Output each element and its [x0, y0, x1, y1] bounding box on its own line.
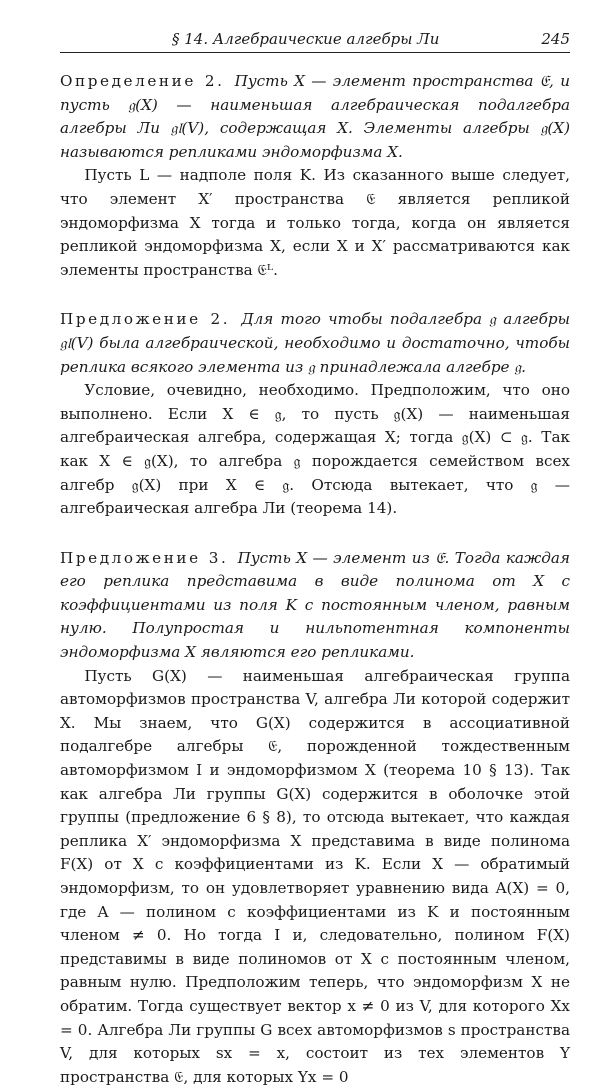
page-body [60, 70, 570, 1089]
definition-2-block [60, 70, 570, 282]
book-page [60, 26, 570, 1089]
proposition-2-heading: Предложение 2. [60, 310, 231, 329]
definition-2-remark: Пусть L — надполе поля K. Из сказанного выше следует, что элемент X′ пространства 𝔈 является репликой эндоморфизма X тогда и только тогда, когда он является репликой эндоморфизма X, если X и X′ рассматриваются как элементы пространства 𝔈ᴸ. [60, 166, 570, 279]
running-title: § 14. Алгебраические алгебры Ли [172, 30, 440, 48]
page-number: 245 [541, 30, 570, 48]
proposition-2-proof: Условие, очевидно, необходимо. Предположим, что оно выполнено. Если X ∈ 𝔤, то пусть 𝔤(X) — наименьшая алгебраическая алгебра, содержащая X; тогда 𝔤(X) ⊂ 𝔤. Так как X ∈ 𝔤(X), то алгебра 𝔤 порождается семейством всех алгебр 𝔤(X) при X ∈ 𝔤. Отсюда вытекает, что 𝔤 — алгебраическая алгебра Ли (теорема 14). [60, 381, 570, 518]
page-header [60, 26, 570, 53]
definition-2-statement: Пусть X — элемент пространства 𝔈, и пусть 𝔤(X) — наименьшая алгебраическая подалгебра алгебры Ли 𝔤𝔩(V), содержащая X. Элементы алгебры 𝔤(X) называются репликами эндоморфизма X. [60, 72, 570, 161]
definition-2-paragraph [60, 70, 570, 164]
proposition-3-statement: Пусть X — элемент из 𝔈. Тогда каждая его реплика представима в виде полинома от X с коэффициентами из поля K с постоянным членом, равным нулю. Полупростая и нильпотентная компоненты эндоморфизма X являются его репликами. [60, 548, 570, 662]
proposition-3-paragraph [60, 547, 570, 665]
proposition-2-block [60, 308, 570, 520]
proposition-3-heading: Предложение 3. [60, 548, 229, 567]
proposition-3-proof: Пусть G(X) — наименьшая алгебраическая группа автоморфизмов пространства V, алгебра Ли которой содержит X. Мы знаем, что G(X) содержится в ассоциативной подалгебре алгебры 𝔈, порожденной тождественным автоморфизмом I и эндоморфизмом X (теорема 10 § 13). Так как алгебра Ли группы G(X) содержится в оболочке этой группы (предложение 6 § 8), то отсюда вытекает, что каждая реплика X′ эндоморфизма X представима в виде полинома F(X) от X с коэффициентами из K. Если X — обратимый эндоморфизм, то он удовлетворяет уравнению вида A(X) = 0, где A — полином с коэффициентами из K и постоянным членом ≠ 0. Но тогда I и, следовательно, полином F(X) представимы в виде полиномов от X с постоянным членом, равным нулю. Предположим теперь, что эндоморфизм X не обратим. Тогда существует вектор x ≠ 0 из V, для которого Xx = 0. Алгебра Ли группы G всех автоморфизмов s пространства V, для которых sx = x, состоит из тех элементов Y пространства 𝔈, для которых Yx = 0 [60, 666, 570, 1086]
proposition-2-statement: Для того чтобы подалгебра 𝔤 алгебры 𝔤𝔩(V) была алгебраической, необходимо и достаточно, чтобы реплика всякого элемента из 𝔤 принадлежала алгебре 𝔤. [60, 310, 571, 376]
definition-2-heading: Определение 2. [60, 72, 225, 90]
proposition-2-paragraph [60, 308, 570, 379]
proposition-3-block [60, 547, 570, 1089]
